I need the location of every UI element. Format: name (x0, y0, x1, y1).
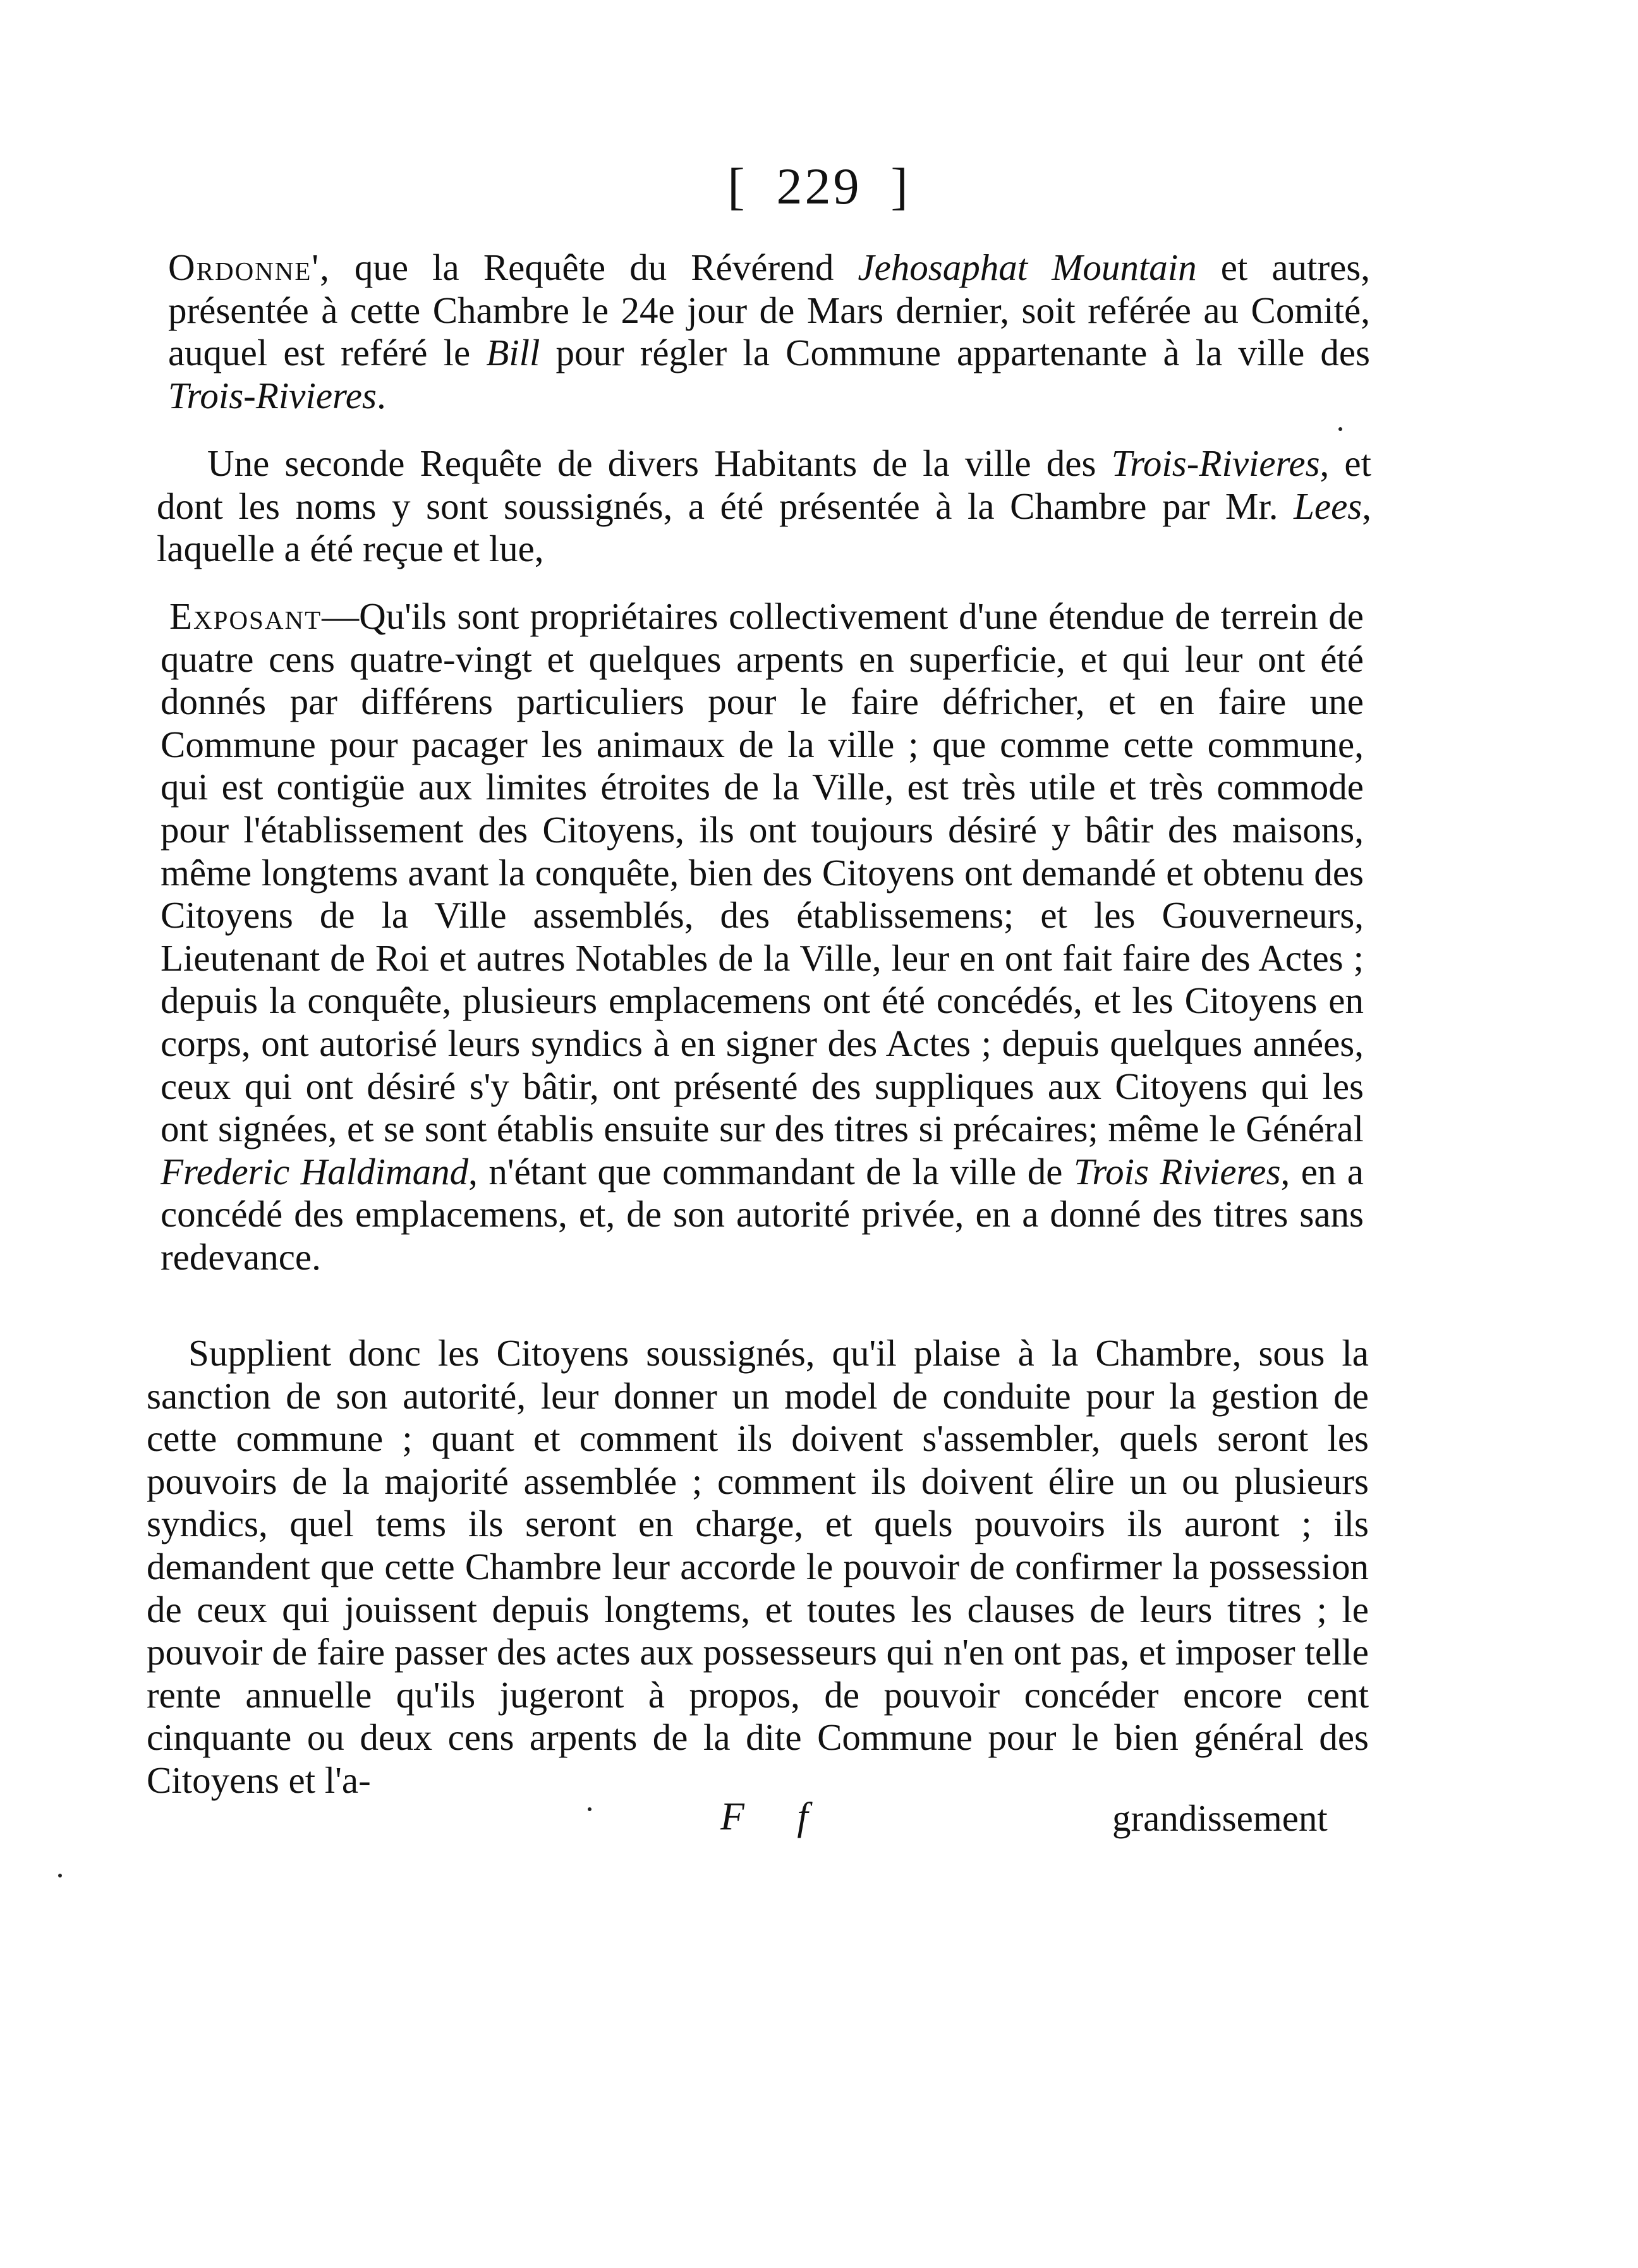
paragraph-supplient (147, 1332, 1369, 1802)
ink-speck (58, 1874, 62, 1877)
ordonne-text-before-name: que la Requête du Révérend (330, 246, 858, 288)
ink-speck (1338, 427, 1342, 431)
seconde-text-end: , laquelle a été reçue et lue, (157, 485, 1371, 570)
petitioner-name: Jehosaphat Mountain (858, 246, 1197, 288)
signature-mark: F f (720, 1795, 830, 1838)
exposant-place: Trois Rivieres (1073, 1150, 1281, 1192)
paragraph-seconde-requete (157, 442, 1371, 571)
ordonne-text-after-bill: pour régler la Commune appartenante à la ville des (540, 332, 1370, 374)
catchword: grandissement (1112, 1797, 1328, 1839)
page-number: 229 (776, 157, 862, 215)
ordonne-end: . (376, 374, 386, 416)
bracket-open: [ (727, 157, 748, 215)
ordonne-place: Trois-Rivieres (168, 374, 377, 416)
member-name: Lees (1294, 485, 1362, 527)
bill-word: Bill (486, 332, 540, 374)
exposant-text-end: , en a concédé des emplacemens, et, de son autorité privée, en a donné des titres sans redevance. (161, 1150, 1364, 1278)
general-name: Frederic Haldimand (161, 1150, 469, 1192)
seconde-text-mid: , et dont les noms y sont soussignés, a été présentée à la Chambre par Mr. (157, 442, 1371, 527)
exposant-text-mid: , n'étant que commandant de la ville de (468, 1150, 1074, 1192)
supplient-text: Supplient donc les Citoyens soussignés, qu'il plaise à la Chambre, sous la sanction de son autorité, leur donner un model de conduite pour la gestion de cette commune ; quant et comment ils doivent s'assembler, quels seront les pouvoirs de la majorité assemblée ; comment ils doivent élire un ou plusieurs syndics, quel tems ils seront en charge, et quels pouvoirs ils auront ; ils demandent que cette Chambre leur accorde le pouvoir de confirmer la possession de ceux qui jouissent depuis longtems, et toutes les clauses de leurs titres ; le pouvoir de faire passer des actes aux possesseurs qui n'en ont pas, et imposer telle rente annuelle qu'ils jugeront à propos, de pouvoir concéder encore cent cinquante ou deux cens arpents de la dite Commune pour le bien général des Citoyens et l'a- (147, 1332, 1369, 1801)
ordonne-text-after-name: et autres, présentée à cette Chambre le 24e jour de Mars dernier, soit reférée au Comité, auquel est reféré le (168, 246, 1370, 374)
page-header (0, 158, 1638, 215)
paragraph-ordonne (168, 246, 1370, 417)
seconde-place: Trois-Rivieres (1111, 442, 1320, 484)
exposant-text-start: —Qu'ils sont propriétaires collectivement d'une étendue de terrein de quatre cens quatre-vingt et quelques arpents en superficie, et qui leur ont été donnés par différens particuliers pour le faire défricher, et en faire une Commune pour pacager les animaux de la ville ; que comme cette commune, qui est contigüe aux limites étroites de la Ville, est très utile et très commode pour l'établissement des Citoyens, ils ont toujours désiré y bâtir des maisons, même longtems avant la conquête, bien des Citoyens ont demandé et obtenu des Citoyens de la Ville assemblés, des établissemens; et les Gouverneurs, Lieutenant de Roi et autres Notables de la Ville, leur en ont fait faire des Actes ; depuis la conquête, plusieurs emplacemens ont été concédés, et les Citoyens en corps, ont autorisé leurs syndics à en signer des Actes ; depuis quelques années, ceux qui ont désiré s'y bâtir, ont présenté des suppliques aux Citoyens qui les ont signées, et se sont établis ensuite sur des titres si précaires; même le Général (161, 595, 1364, 1150)
seconde-text-start: Une seconde Requête de divers Habitants de la ville des (207, 442, 1112, 484)
ordonne-lead: Ordonne', (168, 246, 331, 288)
paragraph-exposant (161, 595, 1364, 1279)
bracket-close: ] (890, 157, 911, 215)
exposant-lead: Exposant (169, 595, 322, 637)
ink-speck (588, 1807, 592, 1811)
